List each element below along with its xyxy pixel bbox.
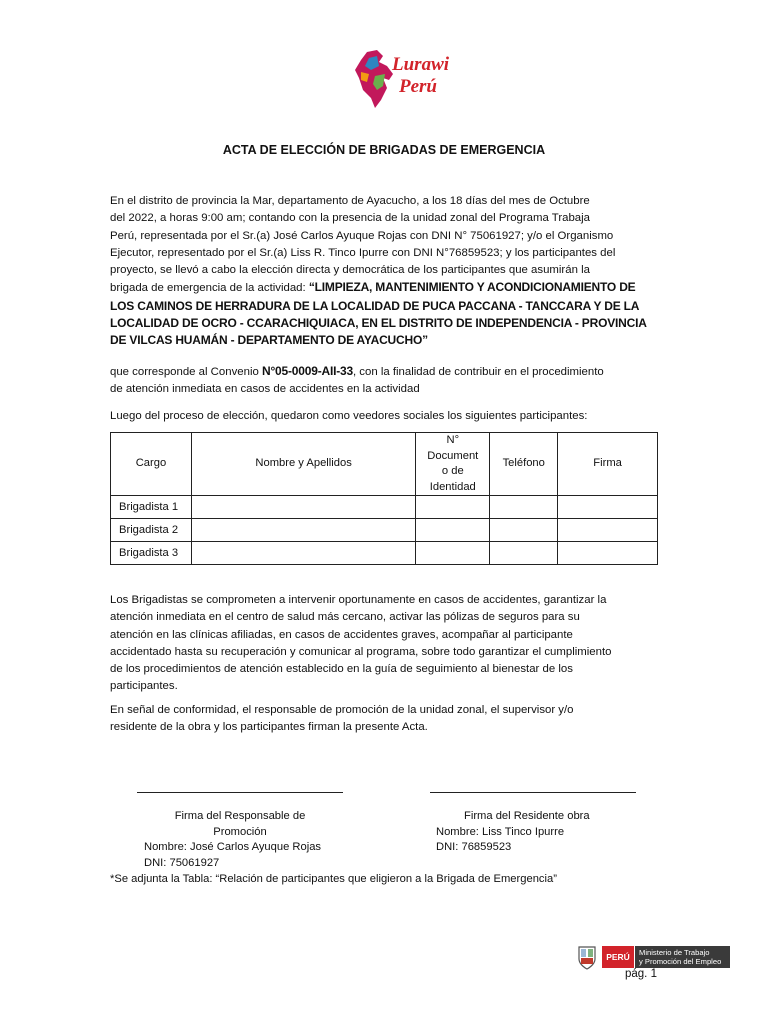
intro-line-plain: brigada de emergencia de la actividad: bbox=[110, 282, 309, 295]
compromiso-line: atención en las clínicas afiliadas, en casos de accidentes graves, acompañar al participante bbox=[110, 628, 573, 641]
adjunta-note: *Se adjunta la Tabla: “Relación de participantes que eligieron a la Brigada de Emergencia” bbox=[110, 873, 557, 885]
luego-paragraph: Luego del proceso de elección, quedaron como veedores sociales los siguientes participantes: bbox=[110, 410, 588, 422]
firma-der-dni: DNI: 76859523 bbox=[436, 841, 512, 853]
row-firma-cell[interactable] bbox=[558, 519, 658, 542]
intro-line bbox=[110, 279, 658, 297]
intro-line: Ejecutor, representado por el Sr.(a) Liss R. Tinco Ipurre con DNI N°76859523; y los participantes del bbox=[110, 246, 616, 259]
compromiso-line: Los Brigadistas se comprometen a intervenir oportunamente en casos de accidentes, garantizar la bbox=[110, 594, 607, 606]
convenio-line: de atención inmediata en casos de accidentes en la actividad bbox=[110, 383, 420, 396]
row-documento-cell[interactable] bbox=[416, 542, 490, 565]
intro-line: En el distrito de provincia la Mar, departamento de Ayacucho, a los 18 días del mes de Octubre bbox=[110, 195, 590, 207]
brigadistas-table bbox=[110, 432, 658, 565]
compromiso-line: participantes. bbox=[110, 680, 178, 693]
firma-der-nombre: Nombre: Liss Tinco Ipurre bbox=[436, 826, 565, 838]
intro-line: Perú, representada por el Sr.(a) José Carlos Ayuque Rojas con DNI N° 75061927; y/o el Organismo bbox=[110, 229, 614, 242]
header-nombre: Nombre y Apellidos bbox=[191, 433, 415, 496]
activity-name-start: “LIMPIEZA, MANTENIMIENTO Y ACONDICIONAMIENTO DE bbox=[308, 280, 636, 295]
firma-der-label: Firma del Residente obra bbox=[464, 810, 590, 822]
table-row bbox=[111, 542, 658, 565]
intro-line: proyecto, se llevó a cabo la elección directa y democrática de los participantes que asumirán la bbox=[110, 264, 590, 277]
convenio-code: N°05-0009-AII-33 bbox=[261, 364, 353, 378]
row-documento-cell[interactable] bbox=[416, 519, 490, 542]
row-firma-cell[interactable] bbox=[558, 542, 658, 565]
activity-name-line: LOCALIDAD DE OCRO - CCARACHIQUIACA, EN EL DISTRITO DE INDEPENDENCIA - PROVINCIA bbox=[110, 315, 647, 330]
compromiso-paragraph bbox=[110, 592, 658, 696]
logo-text-lurawi: Lurawi bbox=[392, 54, 450, 75]
row-nombre-cell[interactable] bbox=[191, 519, 415, 542]
intro-line: del 2022, a horas 9:00 am; contando con la presencia de la unidad zonal del Programa Trabaja bbox=[110, 212, 590, 225]
peru-label: PERÚ bbox=[602, 946, 634, 968]
header-cargo: Cargo bbox=[111, 433, 192, 496]
firma-izq-nombre: Nombre: José Carlos Ayuque Rojas bbox=[144, 841, 322, 853]
compromiso-line: atención inmediata en el centro de salud más cercano, activar las pólizas de seguros para su bbox=[110, 611, 580, 624]
header-documento: N° Document o de Identidad bbox=[416, 433, 490, 496]
row-nombre-cell[interactable] bbox=[191, 496, 415, 519]
lurawi-peru-logo bbox=[353, 48, 459, 110]
escudo-icon bbox=[576, 943, 598, 971]
ministerio-box bbox=[635, 946, 730, 968]
activity-name-line: LOS CAMINOS DE HERRADURA DE LA LOCALIDAD DE PUCA PACCANA - TANCCARA Y DE LA bbox=[110, 298, 640, 313]
row-nombre-cell[interactable] bbox=[191, 542, 415, 565]
conformidad-line: En señal de conformidad, el responsable de promoción de la unidad zonal, el supervisor y/o bbox=[110, 704, 574, 716]
conformidad-paragraph bbox=[110, 702, 658, 737]
logo-text-peru: Perú bbox=[399, 76, 437, 97]
firma-izq-label-1: Firma del Responsable de bbox=[174, 810, 306, 822]
peru-map-icon bbox=[353, 48, 397, 110]
firma-izq-dni: DNI: 75061927 bbox=[144, 857, 220, 869]
row-cargo: Brigadista 1 bbox=[111, 496, 192, 519]
row-firma-cell[interactable] bbox=[558, 496, 658, 519]
convenio-pre: que corresponde al Convenio bbox=[110, 366, 262, 378]
row-cargo: Brigadista 3 bbox=[111, 542, 192, 565]
row-documento-cell[interactable] bbox=[416, 496, 490, 519]
header-firma: Firma bbox=[558, 433, 658, 496]
header-telefono: Teléfono bbox=[490, 433, 558, 496]
convenio-post: , con la finalidad de contribuir en el procedimiento bbox=[352, 366, 604, 378]
compromiso-line: accidentado hasta su recuperación y comunicar al programa, sobre todo garantizar el cumplimiento bbox=[110, 645, 612, 658]
firma-izq-label-2: Promoción bbox=[213, 826, 267, 838]
convenio-paragraph bbox=[110, 363, 658, 399]
convenio-line bbox=[110, 363, 658, 381]
row-cargo: Brigadista 2 bbox=[111, 519, 192, 542]
signature-line-left bbox=[137, 792, 343, 793]
row-telefono-cell[interactable] bbox=[490, 496, 558, 519]
activity-name-line: DE VILCAS HUAMÁN - DEPARTAMENTO DE AYACUCHO” bbox=[110, 332, 428, 347]
compromiso-line: de los procedimientos de atención establecido en la guía de seguimiento al bienestar de los bbox=[110, 663, 573, 676]
table-row bbox=[111, 496, 658, 519]
page-number: pág. 1 bbox=[625, 968, 657, 980]
conformidad-line: residente de la obra y los participantes firman la presente Acta. bbox=[110, 721, 428, 734]
table-row bbox=[111, 519, 658, 542]
row-telefono-cell[interactable] bbox=[490, 519, 558, 542]
signature-line-right bbox=[430, 792, 636, 793]
table-header-row bbox=[111, 433, 658, 496]
document-title: ACTA DE ELECCIÓN DE BRIGADAS DE EMERGENCIA bbox=[222, 143, 546, 157]
ministerio-line-2: y Promoción del Empleo bbox=[639, 957, 722, 966]
row-telefono-cell[interactable] bbox=[490, 542, 558, 565]
ministerio-line-1: Ministerio de Trabajo bbox=[639, 948, 710, 957]
intro-paragraph bbox=[110, 193, 658, 349]
